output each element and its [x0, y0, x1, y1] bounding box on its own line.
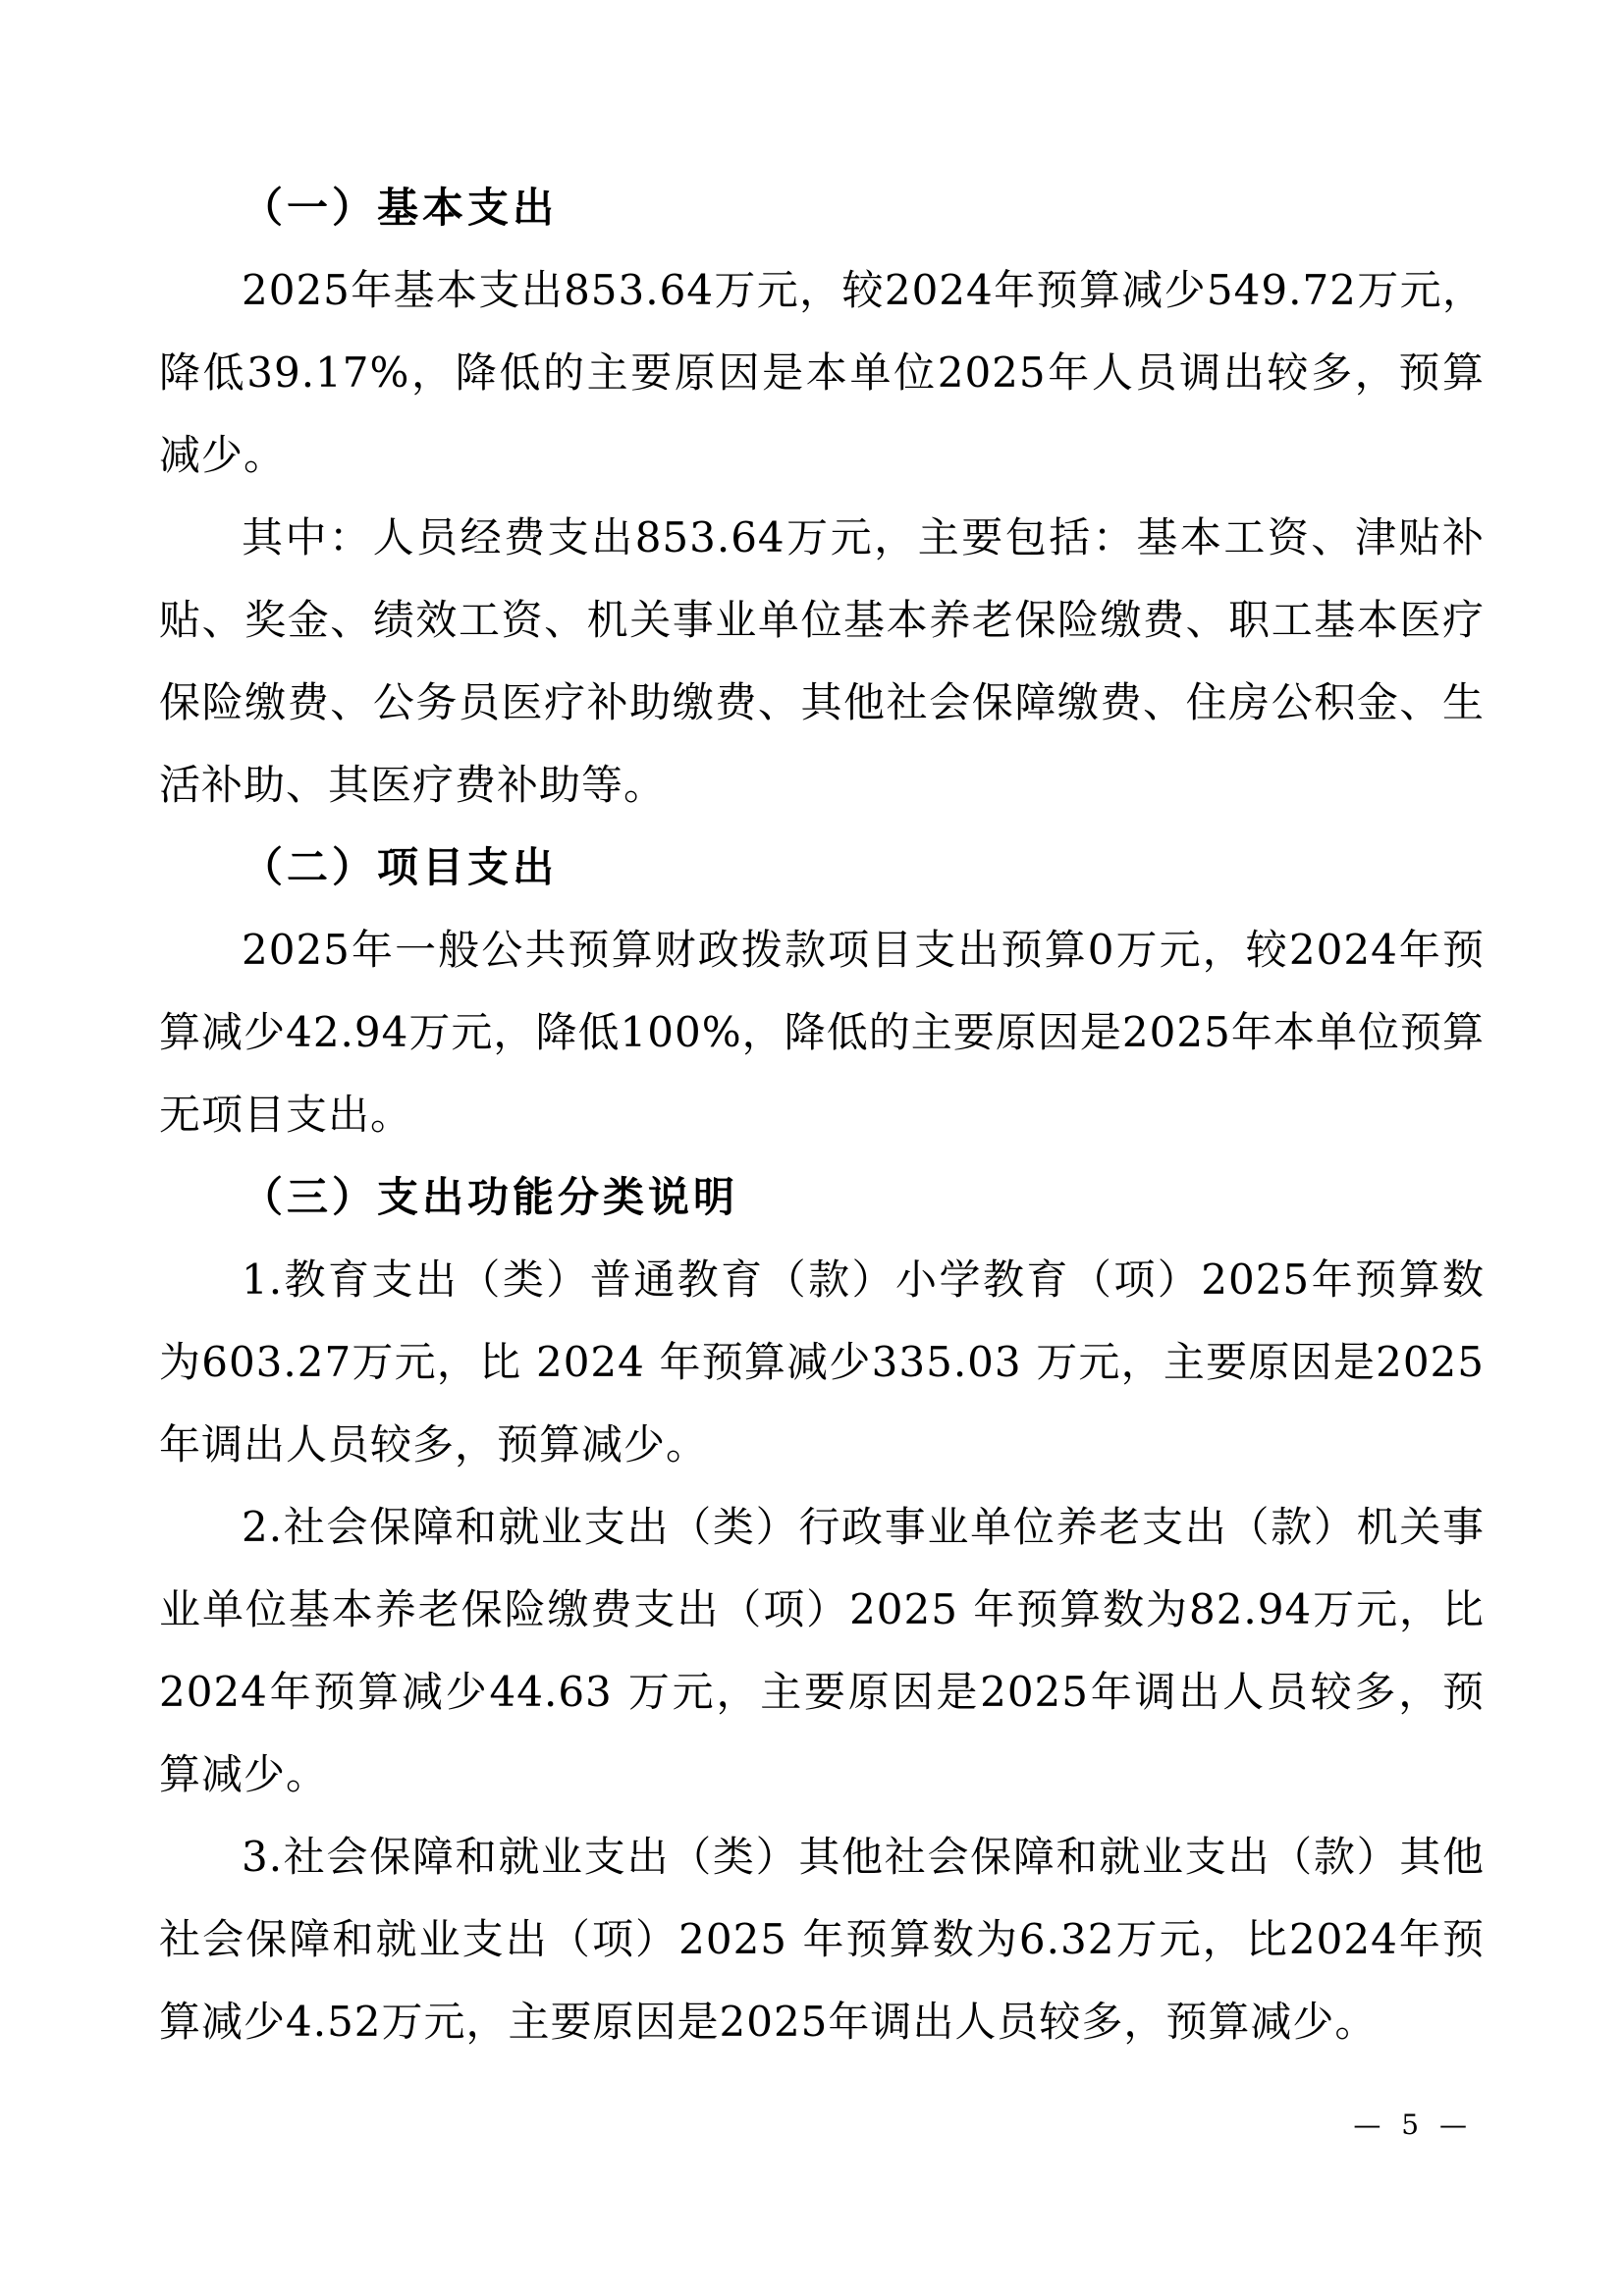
page-number: — 5 —: [1353, 2109, 1473, 2141]
paragraph-education-expenditure: 1.教育支出（类）普通教育（款）小学教育（项）2025年预算数为603.27万元，比 2024 年预算减少335.03 万元，主要原因是2025年调出人员较多，预算减少。: [159, 1255, 1485, 1468]
paragraph-other-social-security-expenditure: 3.社会保障和就业支出（类）其他社会保障和就业支出（款）其他社会保障和就业支出（项）2025 年预算数为6.32万元，比2024年预算减少4.52万元，主要原因是2025年调出人员较多，预算减少。: [159, 1833, 1485, 2046]
paragraph-basic-expenditure-summary: 2025年基本支出853.64万元，较2024年预算减少549.72万元，降低39.17%，降低的主要原因是本单位2025年人员调出较多，预算减少。: [159, 266, 1485, 479]
paragraph-personnel-expenditure: 其中：人员经费支出853.64万元，主要包括：基本工资、津贴补贴、奖金、绩效工资、机关事业单位基本养老保险缴费、职工基本医疗保险缴费、公务员医疗补助缴费、其他社会保障缴费、住房公积金、生活补助、其医疗费补助等。: [159, 513, 1485, 809]
section-heading-project-expenditure: （二）项目支出: [242, 843, 559, 891]
section-heading-functional-classification: （三）支出功能分类说明: [242, 1173, 739, 1221]
document-body: [159, 167, 1485, 2063]
section-heading-basic-expenditure: （一）基本支出: [242, 184, 559, 232]
paragraph-project-expenditure-summary: 2025年一般公共预算财政拨款项目支出预算0万元，较2024年预算减少42.94万元，降低100%，降低的主要原因是2025年本单位预算无项目支出。: [159, 926, 1485, 1139]
paragraph-pension-expenditure: 2.社会保障和就业支出（类）行政事业单位养老支出（款）机关事业单位基本养老保险缴费支出（项）2025 年预算数为82.94万元，比2024年预算减少44.63 万元，主要原因是2025年调出人员较多，预算减少。: [159, 1503, 1485, 1798]
